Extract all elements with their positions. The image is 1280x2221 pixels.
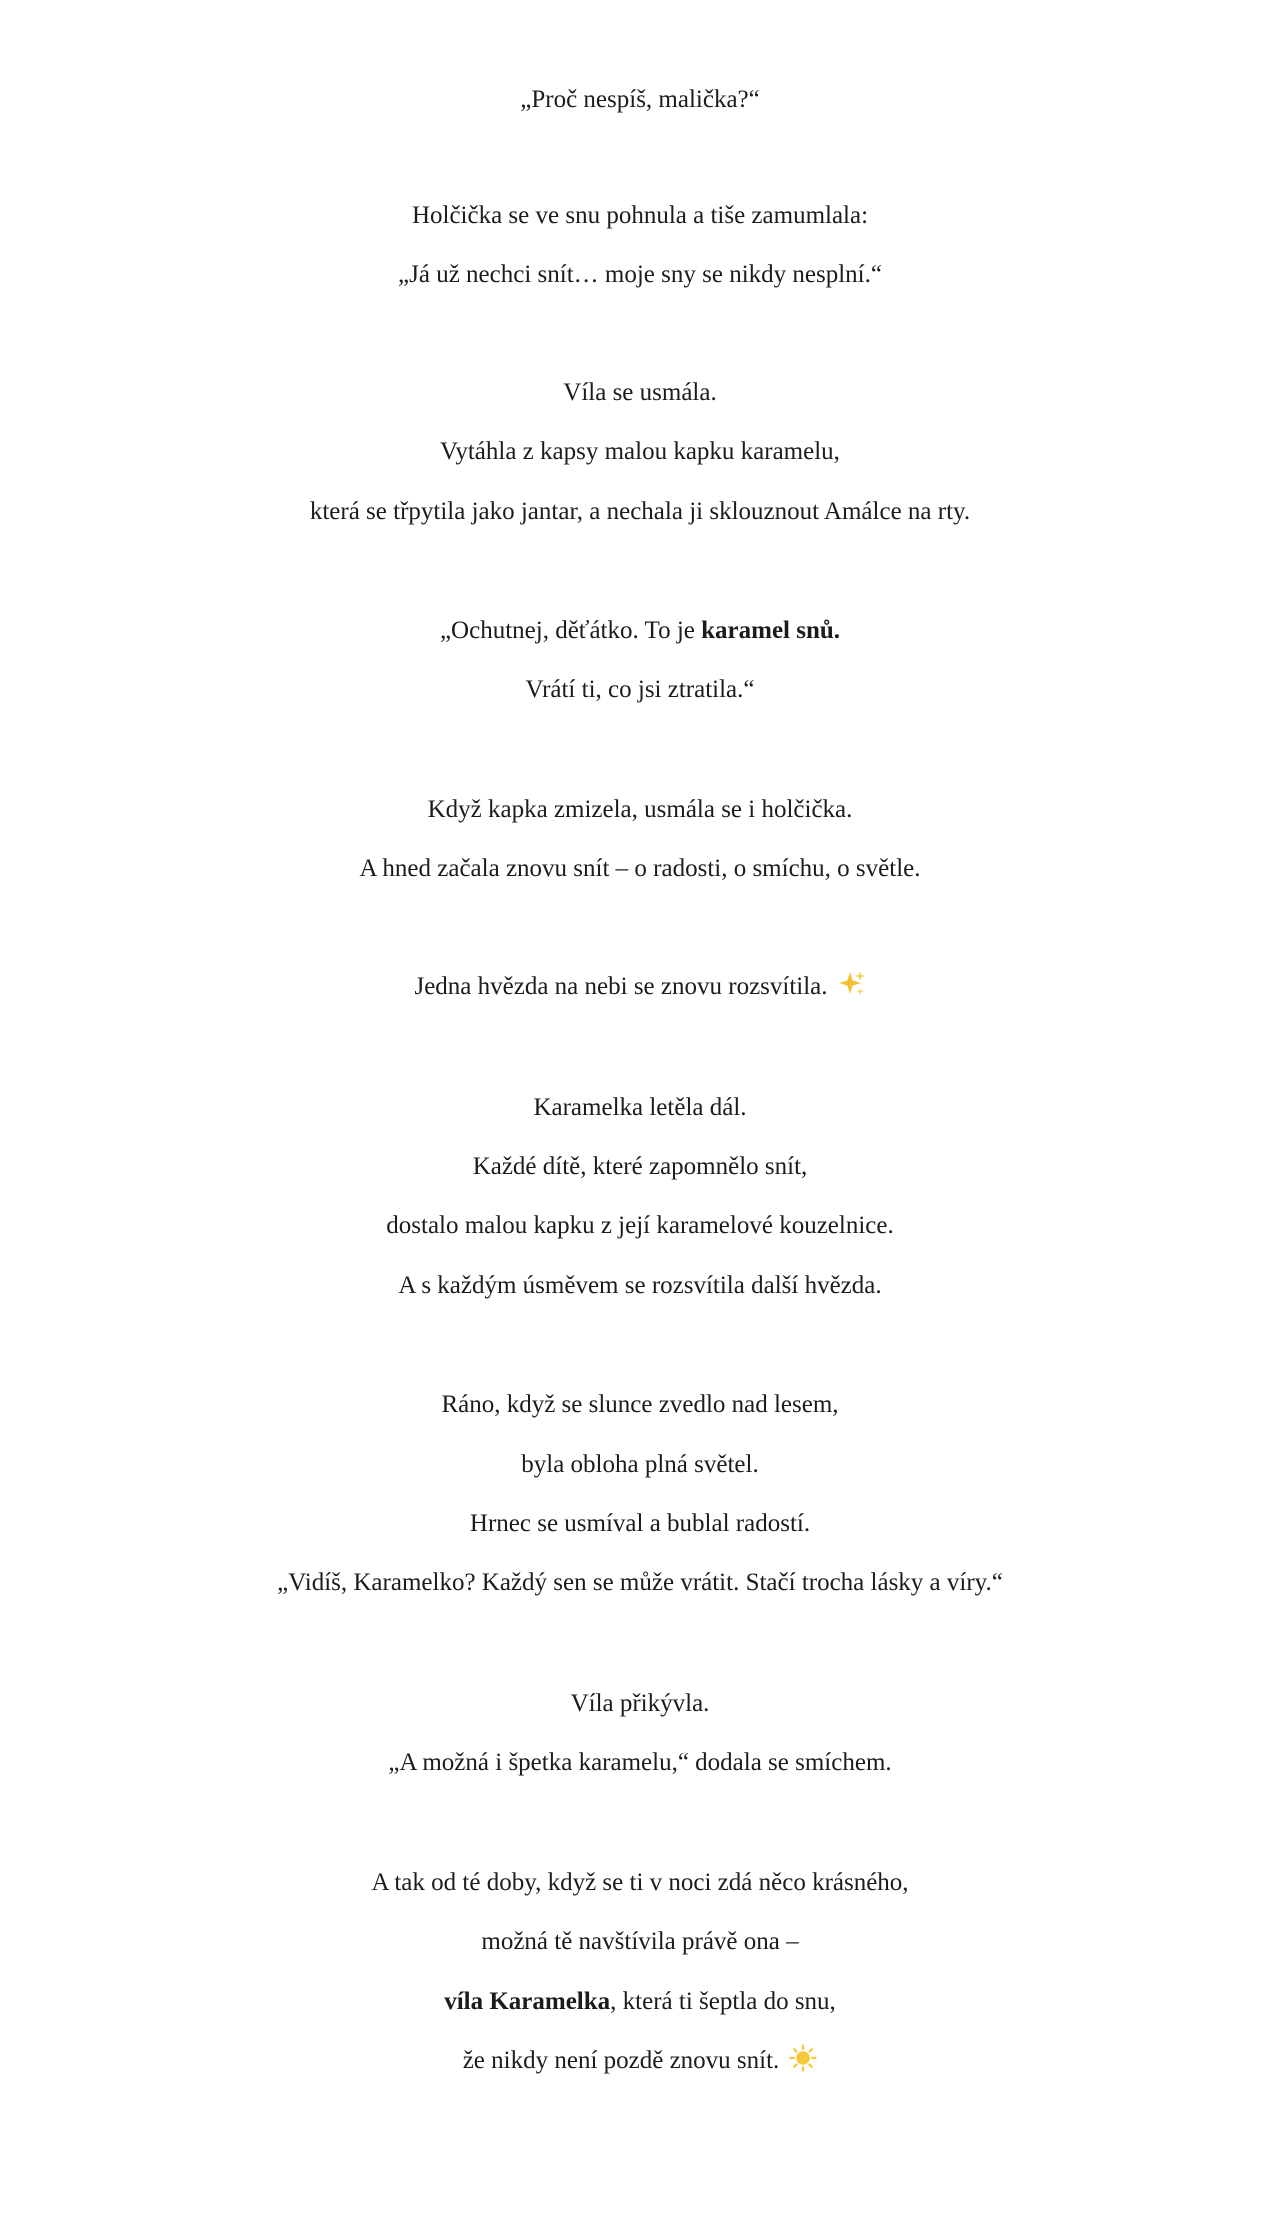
story-line: Holčička se ve snu pohnula a tiše zamumlala: [411,202,869,229]
story-line: „Já už nechci snít… moje sny se nikdy nesplní.“ [398,261,882,288]
caramel-of-dreams-emphasis: karamel snů. [701,617,841,644]
story-line-text: „Ochutnej, děťátko. To je [439,617,702,644]
story-line: Každé dítě, které zapomnělo snít, [472,1153,808,1180]
story-line-text: Jedna hvězda na nebi se znovu rozsvítila. [414,973,828,1000]
story-line: Vrátí ti, co jsi ztratila.“ [525,676,755,703]
story-line: Karamelka letěla dál. [533,1094,747,1121]
story-line: Když kapka zmizela, usmála se i holčička. [427,796,853,823]
story-line: A s každým úsměvem se rozsvítila další hvězda. [398,1272,882,1299]
story-line: A hned začala znovu snít – o radosti, o smíchu, o světle. [359,855,921,882]
story-line: „A možná i špetka karamelu,“ dodala se smíchem. [388,1749,892,1776]
story-line-text: že nikdy není pozdě znovu snít. [462,2047,780,2074]
story-line: byla obloha plná světel. [521,1451,759,1478]
story-line: „Proč nespíš, malička?“ [520,86,760,113]
story-line: Vytáhla z kapsy malou kapku karamelu, [440,438,840,465]
story-line: možná tě navštívila právě ona – [481,1928,799,1955]
sun-icon [789,2044,817,2085]
story-line [0,2041,1280,2081]
story-line [0,1982,1280,2022]
story-line: Ráno, když se slunce zvedlo nad lesem, [441,1391,839,1418]
story-line: Víla přikývla. [570,1690,710,1717]
story-line-text: , která ti šeptla do snu, [610,1988,836,2015]
story-line: která se třpytila jako jantar, a nechala ji sklouznout Amálce na rty. [309,498,971,525]
fairy-name-emphasis: víla Karamelka [444,1988,611,2015]
story-line: Hrnec se usmíval a bublal radostí. [469,1510,811,1537]
story-line: dostalo malou kapku z její karamelové kouzelnice. [386,1212,894,1239]
story-line: „Vidíš, Karamelko? Každý sen se může vrátit. Stačí trocha lásky a víry.“ [277,1569,1003,1596]
story-line: Víla se usmála. [563,379,717,406]
sparkles-icon [838,970,866,1011]
story-line [0,611,1280,651]
story-line: A tak od té doby, když se ti v noci zdá něco krásného, [371,1869,909,1896]
story-line [0,967,1280,1007]
